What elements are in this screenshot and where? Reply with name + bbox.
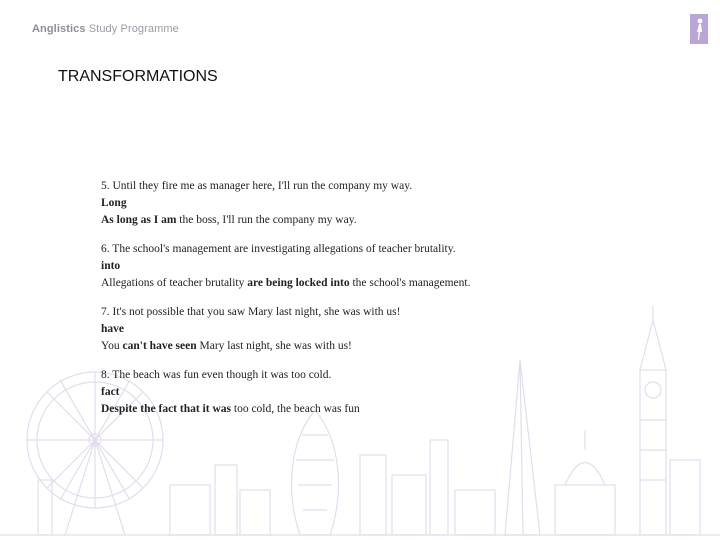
answer-pre: You <box>101 340 123 352</box>
exercise-item <box>101 304 661 355</box>
answer-post: the boss, I'll run the company my way. <box>176 214 357 226</box>
exercise-list <box>101 178 661 430</box>
answer-sentence <box>101 212 661 229</box>
answer-post: Mary last night, she was with us! <box>196 340 352 352</box>
keyword: into <box>101 260 121 272</box>
exercise-item <box>101 367 661 418</box>
figure-logo-icon <box>690 14 708 44</box>
brand-name: Anglistics <box>32 23 86 35</box>
original-sentence: 5. Until they fire me as manager here, I'll run the company my way. <box>101 180 413 192</box>
page-title: TRANSFORMATIONS <box>58 68 218 85</box>
keyword: have <box>101 323 124 335</box>
keyword: fact <box>101 386 120 398</box>
brand-subtitle: Study Programme <box>85 23 179 35</box>
original-sentence: 6. The school's management are investigating allegations of teacher brutality. <box>101 243 456 255</box>
exercise-item <box>101 178 661 229</box>
answer-sentence <box>101 338 661 355</box>
answer-post: too cold, the beach was fun <box>231 403 360 415</box>
exercise-item <box>101 241 661 292</box>
original-sentence: 7. It's not possible that you saw Mary last night, she was with us! <box>101 306 401 318</box>
answer-highlight: Despite the fact that it was <box>101 403 231 415</box>
answer-sentence <box>101 275 661 292</box>
answer-highlight: are being locked into <box>247 277 350 289</box>
answer-highlight: can't have seen <box>122 340 197 352</box>
brand-header <box>32 23 179 35</box>
answer-sentence <box>101 401 661 418</box>
answer-post: the school's management. <box>349 277 471 289</box>
answer-pre: Allegations of teacher brutality <box>101 277 248 289</box>
keyword: Long <box>101 197 127 209</box>
answer-highlight: As long as I am <box>101 214 177 226</box>
original-sentence: 8. The beach was fun even though it was too cold. <box>101 369 332 381</box>
